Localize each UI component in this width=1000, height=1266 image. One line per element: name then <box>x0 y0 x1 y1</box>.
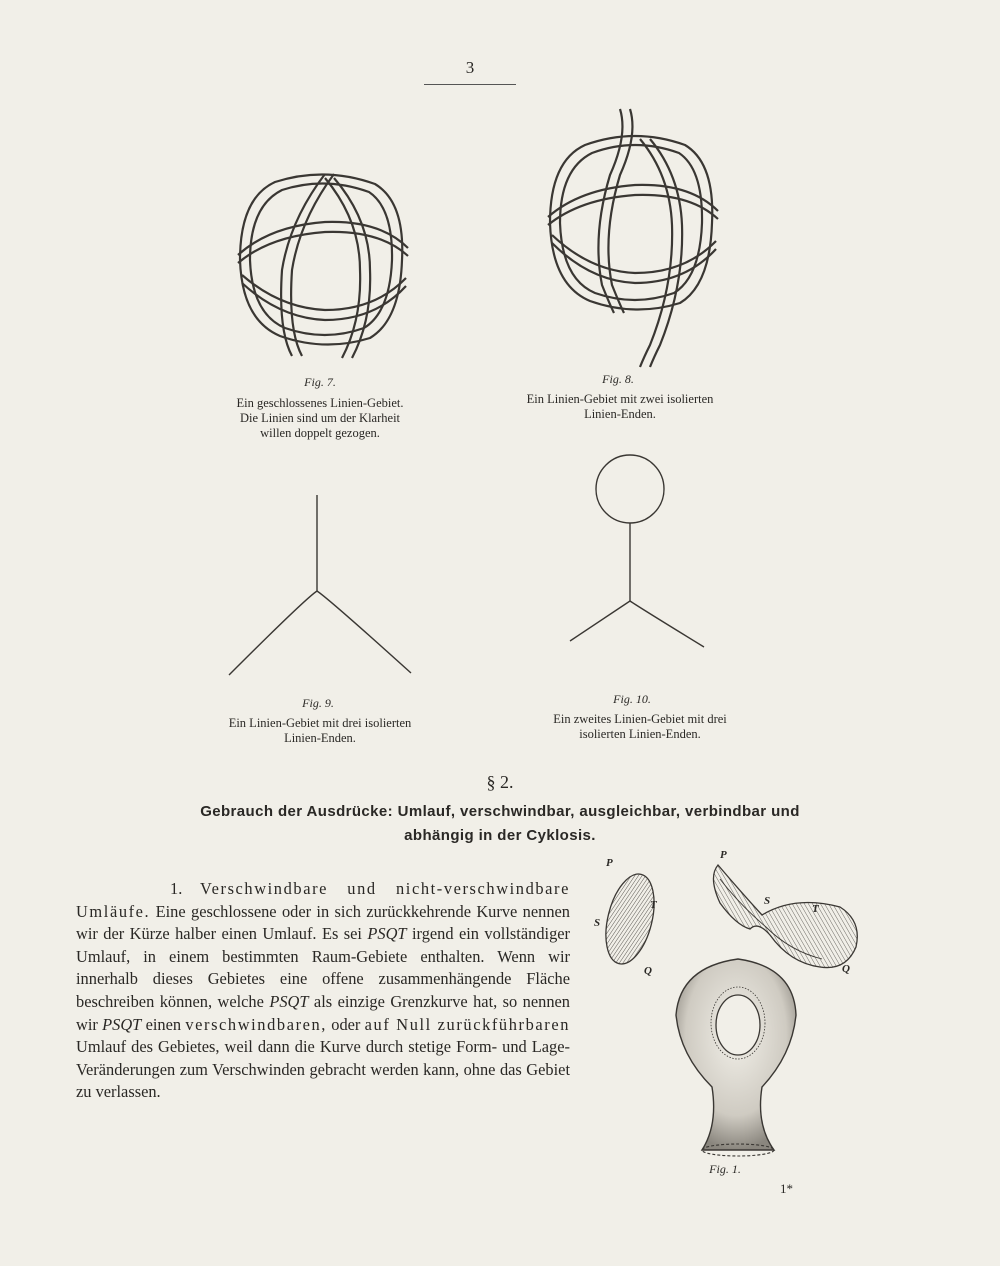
caption-line: willen doppelt gezogen. <box>260 426 380 440</box>
figure-8 <box>540 105 730 370</box>
curve-symbol: PSQT <box>269 991 309 1011</box>
text-run: oder <box>327 1014 365 1034</box>
figure-1 <box>590 849 870 1180</box>
text-run: Eine geschlossene oder in sich zurückkehrende Kurve nennen wir der Kürze halber einen Umlauf. Es sei <box>76 901 570 944</box>
section-heading <box>95 800 905 848</box>
page-number: 3 <box>424 58 516 85</box>
figure-8-drawing <box>540 105 730 370</box>
term-verschwindbar: verschwindbaren, <box>185 1014 327 1034</box>
figure-10 <box>568 455 708 655</box>
text-run: Umlauf des Gebietes, weil dann die Kurve durch stetige Form- und Lage-Veränderungen zum Verschwinden gebracht werden kann, ohne das Gebiet zu verlassen. <box>76 1037 570 1102</box>
figure-8-caption <box>490 392 750 422</box>
caption-line: Ein Linien-Gebiet mit drei isolierten <box>228 716 412 730</box>
section-heading-line: abhängig in der Cyklosis. <box>404 827 596 844</box>
section-number: § 2. <box>486 772 514 792</box>
caption-line: Linien-Enden. <box>584 407 656 421</box>
figure-10-caption <box>505 712 775 742</box>
text-run: einen <box>141 1014 186 1034</box>
caption-line: Linien-Enden. <box>284 731 356 745</box>
paragraph-1 <box>76 878 570 1104</box>
figure-10-label: Fig. 10. <box>613 692 651 706</box>
figure-7-label: Fig. 7. <box>304 375 336 389</box>
curve-symbol: PSQT <box>102 1014 142 1034</box>
text-run: irgend ein vollständiger Umlauf, in einem bestimmten Raum-Gebiete enthalten. Wenn wir innerhalb dieses Gebietes eine offene zusammenhängende Fläche beschreiben können, welche <box>76 924 570 1011</box>
figure-9-caption <box>185 716 455 746</box>
figure-7 <box>230 160 420 370</box>
figure-1-label: Fig. 1. <box>709 1162 741 1176</box>
section-heading-line: Gebrauch der Ausdrücke: Umlauf, verschwindbar, ausgleichbar, verbindbar und <box>200 803 800 820</box>
caption-line: isolierten Linien-Enden. <box>579 727 701 741</box>
figure-7-drawing <box>230 160 420 370</box>
paragraph-number: 1. <box>170 879 183 898</box>
figure-10-drawing <box>568 455 708 655</box>
paragraph-title: Verschwindbare und nicht-verschwindbare Umläufe. <box>76 879 570 921</box>
point-label-q: Q <box>644 965 652 977</box>
caption-line: Die Linien sind um der Klarheit <box>239 411 401 425</box>
point-label-p: P <box>720 849 727 861</box>
point-label-s: S <box>764 895 771 907</box>
point-label-p: P <box>606 857 613 869</box>
term-zurueckfuehrbar: auf Null zurückführbaren <box>364 1014 570 1034</box>
caption-line: Ein zweites Linien-Gebiet mit drei <box>553 712 727 726</box>
figure-7-caption <box>190 396 450 441</box>
point-label-q: Q <box>842 963 850 975</box>
figure-9 <box>225 495 415 680</box>
figure-9-label: Fig. 9. <box>302 696 334 710</box>
point-label-s: S <box>594 917 601 929</box>
signature-mark: 1* <box>780 1181 793 1196</box>
curve-symbol: PSQT <box>367 924 407 944</box>
point-label-t: T <box>812 903 819 915</box>
figure-8-label: Fig. 8. <box>602 372 634 386</box>
figure-1-drawing <box>590 855 870 1180</box>
point-label-t: T <box>650 899 657 911</box>
caption-line: Ein Linien-Gebiet mit zwei isolierten <box>526 392 714 406</box>
caption-line: Ein geschlossenes Linien-Gebiet. <box>236 396 404 410</box>
figure-9-drawing <box>225 495 415 680</box>
text-run: als einzige Grenzkurve hat, so nennen wir <box>76 991 570 1034</box>
